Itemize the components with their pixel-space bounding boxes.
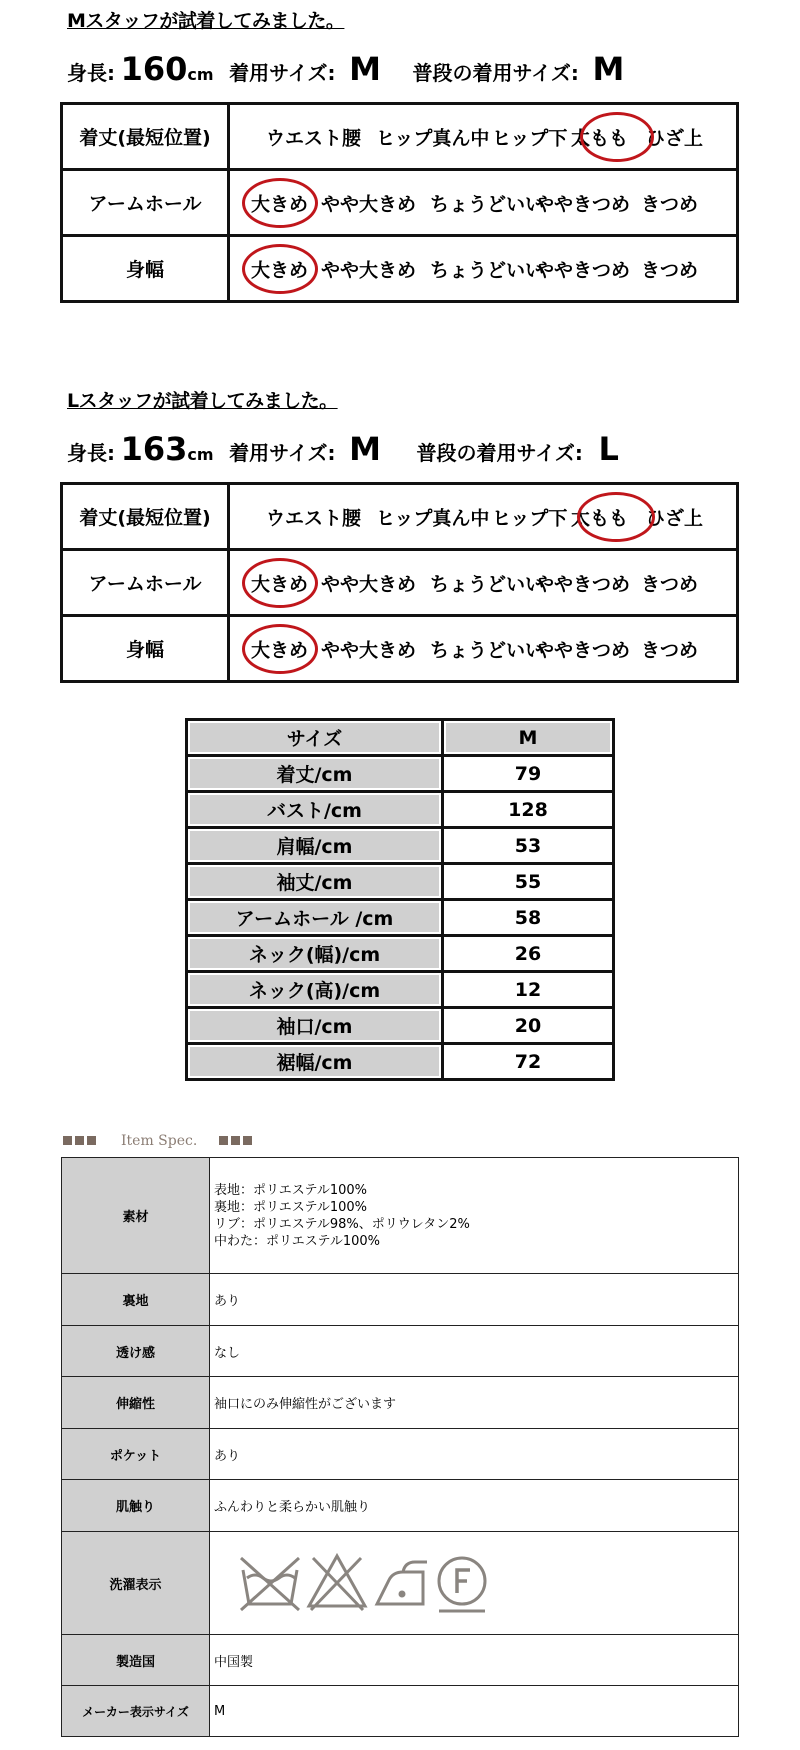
table-row: 洗濯表示 (62, 1532, 739, 1635)
fit-option: ひざ上 (646, 127, 704, 149)
table-row: ネック(幅)/cm 26 (187, 936, 614, 972)
table-row: 肩幅/cm 53 (187, 828, 614, 864)
fit-row-label: アームホール (62, 550, 229, 616)
selected-circle (242, 624, 318, 674)
item-spec-heading (63, 1130, 255, 1149)
item-spec-table (61, 1157, 739, 1737)
fit-option: ヒップ下 (492, 127, 568, 149)
care-icons-svg (239, 1548, 499, 1618)
table-row: 伸縮性 袖口にのみ伸縮性がございます (62, 1377, 739, 1429)
care-icons (210, 1532, 739, 1635)
selected-circle (242, 178, 318, 228)
fit-option: ややきつめ (535, 259, 631, 281)
square-icon (87, 1136, 96, 1145)
table-row: 肌触り ふんわりと柔らかい肌触り (62, 1480, 739, 1532)
fit-option: ややきつめ (535, 639, 631, 661)
fit-option: やや大きめ (321, 573, 417, 595)
fit-option: 腰 (342, 127, 362, 149)
fit-option: きつめ (641, 193, 699, 215)
table-row: メーカー表示サイズ M (62, 1686, 739, 1737)
no-bleach-icon (309, 1556, 365, 1610)
selected-circle (242, 244, 318, 294)
staff-title: Mスタッフが試着してみました。 (67, 10, 345, 32)
fit-option: 大きめ (251, 193, 309, 215)
table-row: 着丈/cm 79 (187, 756, 614, 792)
table-row: バスト/cm 128 (187, 792, 614, 828)
low-iron-icon (377, 1562, 427, 1604)
fit-option: きつめ (641, 573, 699, 595)
table-row: ネック(高)/cm 12 (187, 972, 614, 1008)
fit-option: ヒップ真ん中 (376, 507, 490, 529)
item-spec-title: Item Spec. (121, 1132, 198, 1149)
fit-option: 大きめ (251, 259, 309, 281)
wear-size-value: M (349, 430, 381, 468)
fit-option: ウエスト (266, 127, 343, 149)
fit-option: ヒップ真ん中 (376, 127, 490, 149)
fit-option: ちょうどいい (430, 573, 545, 595)
staff-stats: 身長: 160cm 着用サイズ: M 普段の着用サイズ: M (67, 50, 625, 88)
table-row: 製造国 中国製 (62, 1635, 739, 1686)
square-icon (219, 1136, 228, 1145)
size-table (185, 718, 615, 1081)
size-header-label: サイズ (187, 720, 443, 756)
fit-option: 腰 (342, 507, 362, 529)
square-icon (75, 1136, 84, 1145)
height-value: 163 (120, 430, 188, 468)
dry-clean-f-icon (439, 1558, 485, 1611)
selected-circle (580, 112, 654, 162)
fit-option: ちょうどいい (430, 193, 545, 215)
fit-row-label: 身幅 (62, 236, 229, 302)
fit-option: ややきつめ (535, 573, 631, 595)
table-row: 透け感 なし (62, 1326, 739, 1377)
fit-option: やや大きめ (321, 259, 417, 281)
fit-row-label: 身幅 (62, 616, 229, 682)
usual-size-value: L (598, 430, 619, 468)
fit-option: ややきつめ (535, 193, 631, 215)
selected-circle (577, 492, 655, 542)
fit-option: ウエスト (266, 507, 343, 529)
staff-title: Lスタッフが試着してみました。 (67, 390, 338, 412)
fit-option: ひざ上 (646, 507, 704, 529)
no-wash-icon (241, 1558, 299, 1610)
table-row: 素材 表地：ポリエステル100% 裏地：ポリエステル100% リブ：ポリエステル98%、ポリウレタン2% 中わた：ポリエステル100% (62, 1158, 739, 1274)
fit-row-label: 着丈(最短位置) (62, 104, 229, 170)
fit-option: きつめ (641, 639, 699, 661)
square-icon (63, 1136, 72, 1145)
height-value: 160 (120, 50, 188, 88)
table-row: 裾幅/cm 72 (187, 1044, 614, 1080)
size-table-header (187, 720, 614, 756)
fit-option: きつめ (641, 259, 699, 281)
square-icon (243, 1136, 252, 1145)
fit-option: ちょうどいい (430, 639, 545, 661)
fit-option: ちょうどいい (430, 259, 545, 281)
fit-row-label: 着丈(最短位置) (62, 484, 229, 550)
table-row: 袖丈/cm 55 (187, 864, 614, 900)
wear-size-value: M (349, 50, 381, 88)
usual-size-value: M (592, 50, 625, 88)
fit-option: 太もも (571, 127, 629, 149)
material-value: 表地：ポリエステル100% 裏地：ポリエステル100% リブ：ポリエステル98%、ポリウレタン2% 中わた：ポリエステル100% (210, 1158, 739, 1274)
size-header-value: M (443, 720, 614, 756)
table-row: 裏地 あり (62, 1274, 739, 1326)
fit-option: 大きめ (251, 573, 309, 595)
fit-option: やや大きめ (321, 193, 417, 215)
table-row: アームホール /cm 58 (187, 900, 614, 936)
fit-option: 大きめ (251, 639, 309, 661)
fit-option: やや大きめ (321, 639, 417, 661)
fit-row-label: アームホール (62, 170, 229, 236)
table-row: ポケット あり (62, 1429, 739, 1480)
selected-circle (242, 558, 318, 608)
fit-table (60, 482, 739, 683)
staff-stats: 身長: 163cm 着用サイズ: M 普段の着用サイズ: L (67, 430, 619, 468)
fit-table (60, 102, 739, 303)
fit-option: ヒップ下 (492, 507, 568, 529)
fit-option: 太もも (571, 507, 629, 529)
table-row: 袖口/cm 20 (187, 1008, 614, 1044)
square-icon (231, 1136, 240, 1145)
